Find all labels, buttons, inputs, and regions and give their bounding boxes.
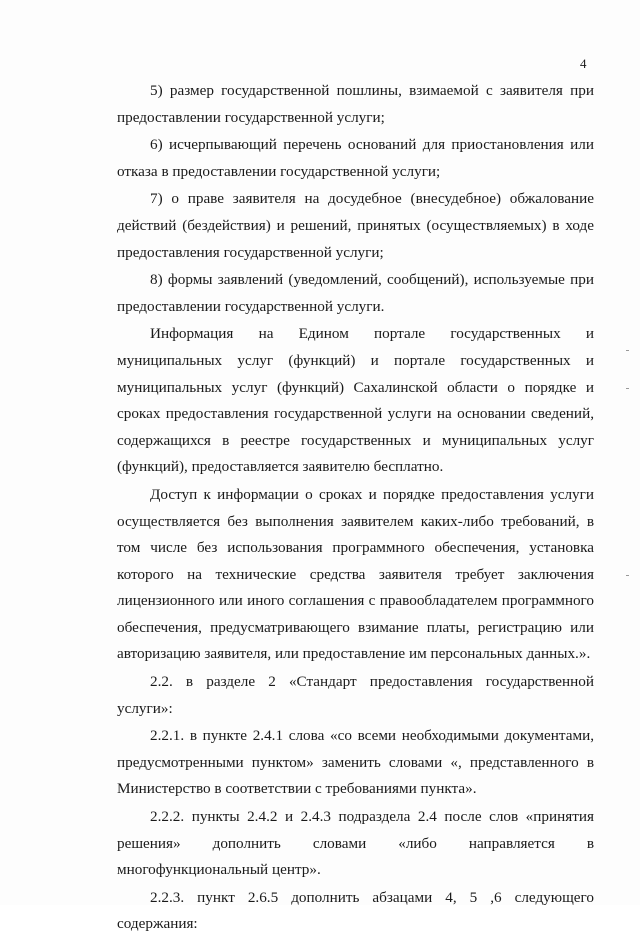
paragraph-item-7: 7) о праве заявителя на досудебное (внесудебное) обжалование действий (бездействия) и решений, принятых (осуществляемых) в ходе предоставления государственной услуги; xyxy=(117,190,594,261)
paragraph-2-2: 2.2. в разделе 2 «Стандарт предоставления государственной услуги»: xyxy=(117,673,594,717)
paragraph-access-info: Доступ к информации о сроках и порядке предоставления услуги осуществляется без выполнения заявителем каких-либо требований, в том числе без использования программного обеспечения, установка которого на технические средства заявителя требует заключения лицензионного или иного соглашения с правообладателем программного обеспечения, предусматривающего взимание платы, регистрацию или авторизацию заявителя, или предоставление им персональных данных.». xyxy=(117,485,594,663)
paragraph-2-2-2: 2.2.2. пункты 2.4.2 и 2.4.3 подраздела 2.4 после слов «принятия решения» дополнить словами «либо направляется в многофункциональный центр». xyxy=(117,808,594,879)
page-number: 4 xyxy=(580,56,587,71)
paragraph-item-8: 8) формы заявлений (уведомлений, сообщений), используемые при предоставлении государственной услуги. xyxy=(117,271,594,315)
paragraph-2-2-1: 2.2.1. в пункте 2.4.1 слова «со всеми необходимыми документами, предусмотренными пунктом» заменить словами «, представленного в Министерство в соответствии с требованиями пункта». xyxy=(117,727,594,798)
paragraph-item-5: 5) размер государственной пошлины, взимаемой с заявителя при предоставлении государственной услуги; xyxy=(117,82,594,126)
scan-mark xyxy=(626,575,629,576)
paragraph-2-2-3: 2.2.3. пункт 2.6.5 дополнить абзацами 4, 5 ,6 следующего содержания: xyxy=(117,888,594,933)
paragraph-info-portal: Информация на Едином портале государственных и муниципальных услуг (функций) и портале государственных и муниципальных услуг (функций) Сахалинской области о порядке и сроках предоставления государственной услуги на основании сведений, содержащихся в реестре государственных и муниципальных услуг (функций), предоставляется заявителю бесплатно. xyxy=(117,325,594,476)
paragraph-item-6: 6) исчерпывающий перечень оснований для приостановления или отказа в предоставлении государственной услуги; xyxy=(117,136,594,180)
scan-mark xyxy=(626,350,629,351)
scan-mark xyxy=(626,388,629,389)
document-body xyxy=(117,78,594,939)
